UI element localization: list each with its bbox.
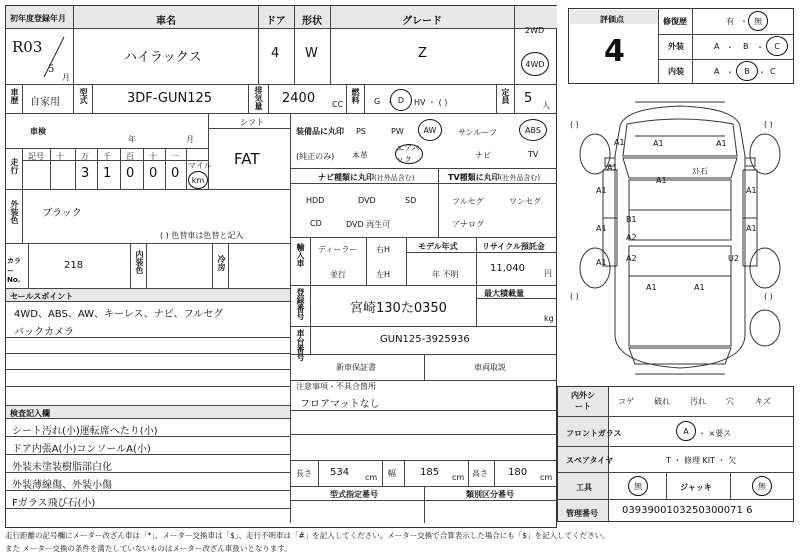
diag-a1-5: A1 (656, 176, 667, 185)
seat-tear: 破れ (654, 397, 670, 406)
diag-a1-2: A1 (653, 139, 664, 148)
tools-circle: 無 (628, 476, 648, 496)
doors-header: ドア (266, 16, 286, 27)
diag-bracket-4: ( ) (764, 292, 773, 301)
seat-dirt: 汚れ (690, 397, 706, 406)
manual-label: 車両取説 (474, 363, 506, 372)
car-damage-diagram (565, 96, 795, 386)
mileage-digit: 0 (171, 166, 180, 181)
model-year-value: 年 不明 (432, 270, 459, 279)
mileage-digit: 1 (103, 166, 112, 181)
diag-a1-4: A1 (607, 163, 618, 172)
recycle-value: 11,040 (490, 263, 525, 274)
cooler-label: 冷房 (217, 255, 226, 271)
model-value: 3DF-GUN125 (127, 91, 213, 106)
inspection-label: 車検 (30, 127, 46, 136)
diag-a1-1: A1 (614, 138, 625, 147)
model-spec-label: 型式指定番号 (330, 490, 378, 499)
diag-a2-2: A2 (626, 254, 637, 263)
nav-dvd: DVD (358, 196, 376, 205)
color-change-note: ( ) 色替車は色替と記入 (160, 231, 244, 240)
max-load-unit: kg (544, 314, 554, 323)
score-label: 評価点 (600, 15, 624, 24)
import-label: 輸入車 (296, 243, 305, 267)
mileage-unit-header: 千 (103, 152, 111, 161)
reg-no-label: 登録番号 (296, 288, 305, 320)
repair-no-circle: 無 (748, 11, 768, 31)
repair-sep: ・ (740, 17, 748, 26)
height-value: 180 (508, 467, 528, 478)
diag-a1-12: A1 (694, 283, 705, 292)
km-circle: km (188, 171, 208, 189)
mgmt-label: 管理番号 (566, 509, 598, 518)
diag-bracket-3: ( ) (570, 292, 579, 301)
recycle-yen: 円 (544, 269, 552, 278)
ext-a: A (714, 42, 720, 51)
shape-value: W (305, 46, 318, 61)
insp-item-4: 外装薄線傷、外装小傷 (12, 480, 112, 491)
diag-a1-10: A1 (596, 258, 607, 267)
sales-line-2: バックカメラ (14, 327, 74, 338)
tv-type-label: TV種類に丸印(社外品含む) (448, 173, 541, 182)
length-value: 534 (330, 467, 350, 478)
capacity-label: 定員 (501, 88, 510, 104)
insp-item-5: Fガラス飛び石(小) (12, 498, 96, 509)
nav-dvd-play: DVD 再生可 (346, 220, 391, 229)
diag-b1: B1 (626, 215, 637, 224)
mgmt-value: 0393900103250300071 6 (622, 505, 753, 516)
usage-value: 自家用 (30, 97, 60, 108)
equip-ps: PS (356, 127, 366, 136)
drive-2wd: 2WD (525, 26, 545, 35)
usage-label: 車歴 (10, 88, 19, 104)
nav-hdd: HDD (306, 196, 325, 205)
mile-label: マイル (188, 161, 212, 170)
mileage-unit-header: 記号 (28, 152, 44, 161)
ext-s2: ・ (756, 43, 764, 52)
insp-month: 月 (186, 135, 194, 144)
ext-b: B (743, 42, 749, 51)
displacement-value: 2400 (282, 91, 316, 106)
grade-header: グレード (402, 16, 442, 27)
height-label: 高さ (472, 469, 488, 478)
equip-pw: PW (391, 127, 404, 136)
shape-header: 形状 (302, 16, 322, 27)
capacity-value: 5 (524, 91, 533, 106)
notes-value: フロアマットなし (300, 399, 380, 410)
reg-month-unit: 月 (62, 73, 70, 82)
diag-u2: U2 (728, 254, 739, 263)
int-s1: ・ (726, 68, 734, 77)
mileage-label: 走行 (10, 158, 19, 174)
int-s2: ・ (758, 68, 766, 77)
int-b-circle: B (736, 61, 758, 81)
new-warranty-label: 新車保証書 (336, 363, 376, 372)
shift-value: FAT (234, 150, 260, 168)
mileage-unit-header: 十 (56, 152, 64, 161)
import-left: 左H (376, 270, 391, 279)
insp-item-2: ドア内張A(小)コンソールA(小) (12, 444, 151, 455)
nav-type-label: ナビ種類に丸印(社外品含む) (318, 173, 415, 182)
diag-bracket-1: ( ) (570, 120, 579, 129)
drive-4wd-circle: 4WD (521, 52, 549, 76)
int-color-label: 内装色 (135, 250, 144, 274)
ext-s1: ・ (726, 43, 734, 52)
repair-yes: 有 (726, 17, 734, 26)
nav-cd: CD (310, 219, 322, 228)
spare-opts: T ・ 修理 KIT ・ 欠 (666, 456, 737, 465)
shift-label: シフト (240, 118, 264, 127)
length-cm: cm (365, 473, 378, 482)
doors-value: 4 (271, 46, 280, 61)
int-a: A (714, 67, 720, 76)
length-label: 長さ (296, 469, 312, 478)
inspector-label: 検査記入欄 (10, 409, 50, 418)
chassis-value: GUN125-3925936 (380, 334, 470, 345)
equip-abs-circle: ABS (519, 119, 547, 141)
equipment-label: 装備品に丸印 (296, 127, 344, 136)
car-name-value: ハイラックス (124, 50, 202, 65)
reg-year: R03 (12, 38, 43, 56)
footer-line-1: 走行距離の記号欄にメーター改ざん車は「*」、メーター交換車は「$」、走行不明車は「#」を記入してください。メーター交換で合算表示した場合にも「$」を記入してください。 (5, 531, 610, 540)
ext-color-value: ブラック (42, 208, 82, 219)
width-value: 185 (420, 467, 440, 478)
color-no-label: カラーNo. (7, 257, 21, 284)
tools-label: 工具 (576, 483, 592, 492)
first-reg-header: 初年度登録年月 (10, 14, 66, 23)
displacement-label: 排気量 (254, 86, 263, 110)
mileage-unit-header: 十 (149, 152, 157, 161)
ext-c-circle: C (766, 36, 788, 56)
jack-label: ジャッキ (680, 483, 712, 492)
diag-a1-9: A1 (746, 224, 757, 233)
interior-label: 内装 (668, 67, 684, 76)
tv-fullseg: フルセグ (452, 197, 484, 206)
ext-color-label: 外装色 (10, 200, 19, 224)
diag-bracket-2: ( ) (764, 120, 773, 129)
fuel-hv: HV ・ ( ) (414, 98, 448, 107)
footer-line-2: また メーター交換の条件を満たしていないものはメーター改ざん車扱いとなります。 (5, 544, 292, 553)
windshield-label: フロントガラス (566, 429, 622, 438)
equip-aw-circle: AW (418, 119, 442, 141)
seat-scratch: キズ (755, 397, 771, 406)
repair-label: 修復歴 (663, 17, 687, 26)
diag-stone: ｽﾄ石 (692, 167, 708, 176)
equip-tv: TV (528, 150, 539, 159)
seat-burn: コゲ (618, 397, 634, 406)
width-cm: cm (452, 473, 465, 482)
seat-label: 内外シート (571, 391, 595, 411)
mileage-digit: 3 (81, 166, 90, 181)
fuel-label: 燃料 (351, 88, 360, 104)
diag-a1-7: A1 (746, 186, 757, 195)
mileage-digit: 0 (149, 166, 158, 181)
capacity-unit: 人 (542, 101, 550, 110)
exterior-label: 外装 (668, 42, 684, 51)
import-parallel: 並行 (330, 270, 346, 279)
sales-line-1: 4WD、ABS、AW、キーレス、ナビ、フルセグ (14, 309, 224, 320)
diag-a1-6: A1 (596, 186, 607, 195)
max-load-label: 最大積載量 (484, 289, 524, 298)
insp-item-3: 外装未塗装樹脂部白化 (12, 462, 112, 473)
tv-analog: アナログ (452, 220, 484, 229)
equip-nav: ナビ (475, 151, 491, 160)
equip-leather: 本革 (352, 151, 368, 160)
color-no-value: 218 (64, 260, 84, 271)
import-dealer: ディーラー (318, 245, 358, 254)
chassis-label: 車台番号 (296, 329, 305, 361)
type-label: 型式 (79, 88, 88, 104)
diag-a2-1: A2 (626, 233, 637, 242)
recycle-label: リサイクル預託金 (482, 242, 545, 251)
equip-airbag-circle: エアバック (395, 144, 423, 164)
insp-item-1: シート汚れ(小)運転席へたり(小) (12, 426, 158, 437)
notes-label: 注意事項・不具合箇所 (296, 382, 376, 391)
car-name-header: 車名 (156, 16, 176, 27)
score-value: 4 (604, 34, 625, 69)
width-label: 幅 (388, 469, 396, 478)
equipment-sub: (純正のみ) (296, 152, 335, 161)
tv-oneseg: ワンセグ (509, 197, 541, 206)
mileage-unit-header: 万 (81, 152, 89, 161)
mileage-unit-header: 一 (171, 152, 179, 161)
import-right: 右H (376, 245, 391, 254)
sales-point-label: セールスポイント (10, 292, 74, 301)
grade-value: Z (418, 46, 427, 61)
insp-year: 年 (128, 135, 136, 144)
equip-sunroof: サンルーフ (458, 128, 497, 137)
int-c: C (770, 67, 776, 76)
reg-plate-value: 宮崎130た0350 (350, 301, 447, 316)
nav-sd: SD (405, 196, 417, 205)
diag-a1-8: A1 (596, 224, 607, 233)
spare-label: スペアタイヤ (566, 456, 614, 465)
mileage-digit: 0 (126, 166, 135, 181)
category-no-label: 類別区分番号 (466, 490, 514, 499)
reg-month: 5 (48, 64, 55, 75)
diag-a1-3: A1 (716, 139, 727, 148)
fuel-diesel-circle: D (390, 89, 412, 111)
diag-a1-11: A1 (646, 283, 657, 292)
windshield-a-circle: A (676, 421, 696, 441)
height-cm: cm (540, 473, 553, 482)
model-year-label: モデル年式 (418, 242, 458, 251)
fuel-g: G (374, 97, 381, 106)
cc-unit: CC (332, 100, 344, 109)
mileage-unit-header: 百 (126, 152, 134, 161)
seat-hole: 穴 (726, 397, 734, 406)
jack-circle: 無 (752, 476, 772, 496)
